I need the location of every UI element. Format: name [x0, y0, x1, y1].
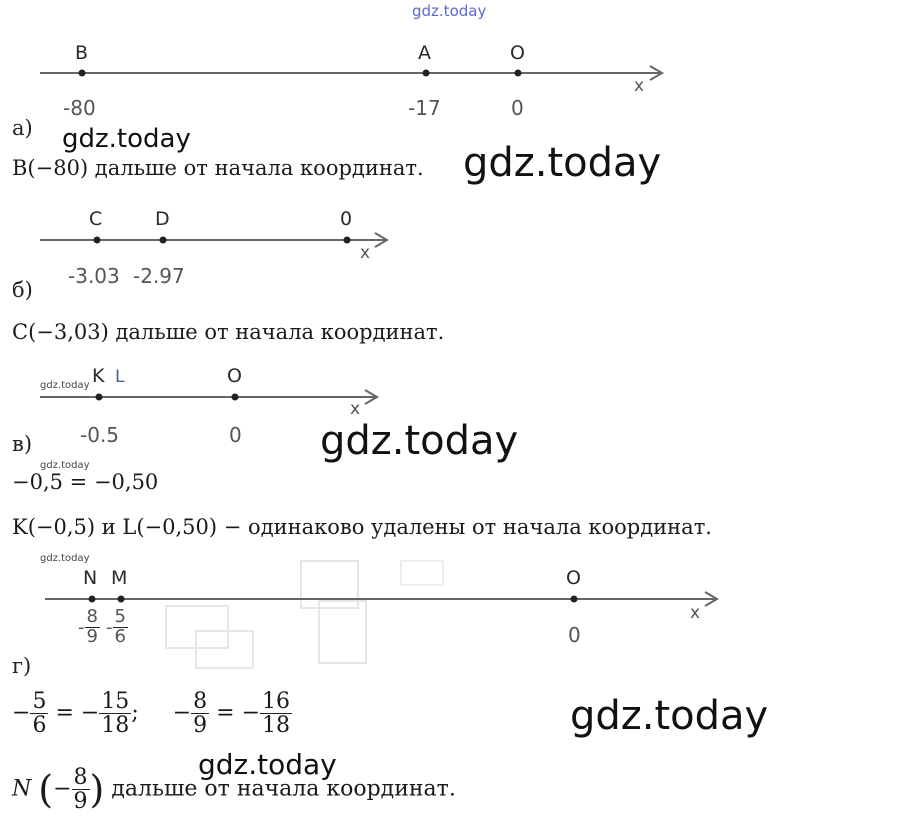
- axis-a: [40, 66, 662, 80]
- point-b: [79, 70, 86, 77]
- watermark: gdz.today: [40, 460, 90, 471]
- conclusion-v: K(−0,5) и L(−0,50) − одинаково удалены от начала координат.: [12, 515, 712, 539]
- point-label-c: C: [89, 208, 103, 230]
- fraction-numerator: 8: [73, 765, 88, 790]
- point-o: [232, 394, 239, 401]
- fraction-denominator: 18: [101, 713, 130, 739]
- point-d: [160, 237, 167, 244]
- conclusion-b: C(−3,03) дальше от начала координат.: [12, 320, 445, 344]
- point-label-d: D: [155, 208, 170, 230]
- fraction-denominator: 9: [86, 625, 98, 647]
- equation-v: −0,5 = −0,50: [12, 470, 159, 494]
- watermark: gdz.today: [40, 553, 90, 564]
- point-value-k: -0.5: [80, 423, 120, 447]
- point-value-m: - $\frac{5}{6}$: [106, 606, 126, 647]
- axis-label-x: x: [690, 603, 701, 623]
- point-a: [423, 70, 430, 77]
- fraction-denominator: 9: [73, 789, 88, 815]
- point-label-0: 0: [340, 208, 353, 230]
- conclusion-a: B(−80) дальше от начала координат.: [12, 156, 424, 180]
- watermark: gdz.today: [463, 140, 662, 186]
- point-label-o: O: [510, 42, 525, 64]
- point-value-o: 0: [229, 423, 242, 447]
- point-value-o: 0: [511, 96, 524, 120]
- point-c: [94, 237, 101, 244]
- point-value-o: 0: [568, 623, 581, 647]
- part-label-v: в): [12, 432, 33, 456]
- axis-g: [45, 592, 717, 606]
- point-label-m: M: [111, 567, 128, 589]
- point-k: [96, 394, 103, 401]
- fraction-numerator: 5: [32, 689, 47, 714]
- point-label-k: K: [92, 365, 105, 387]
- point-label-n: N: [83, 567, 98, 589]
- point-value-c: -3.03: [68, 264, 120, 288]
- point-value-d: -2.97: [133, 264, 185, 288]
- axis-label-x: x: [350, 399, 361, 419]
- conclusion-g: N (− $\frac{8}{9}$ ) дальше от начала координат.: [12, 765, 456, 815]
- point-m: [118, 596, 125, 603]
- watermark: gdz.today: [570, 693, 769, 739]
- point-name: N: [12, 776, 32, 802]
- point-o: [515, 70, 522, 77]
- axis-label-x: x: [634, 76, 645, 96]
- fraction-numerator: 8: [193, 689, 208, 714]
- watermark: gdz.today: [412, 2, 487, 20]
- fraction-denominator: 6: [114, 625, 126, 647]
- conclusion-text: дальше от начала координат.: [111, 776, 456, 802]
- point-o: [571, 596, 578, 603]
- fraction-numerator: 15: [101, 689, 130, 714]
- watermark: gdz.today: [198, 748, 337, 781]
- point-label-o: O: [566, 567, 581, 589]
- watermark: gdz.today: [320, 418, 519, 464]
- point-label-b: B: [75, 42, 89, 64]
- point-value-n: - $\frac{8}{9}$: [78, 606, 98, 647]
- fraction-denominator: 18: [262, 713, 291, 739]
- fraction-numerator: 8: [86, 606, 98, 627]
- fraction-numerator: 16: [262, 689, 291, 714]
- point-n: [89, 596, 96, 603]
- axis-b: [40, 233, 387, 247]
- fraction-denominator: 9: [193, 713, 208, 739]
- fraction-numerator: 5: [114, 606, 126, 627]
- part-label-b: б): [12, 278, 33, 302]
- point-label-a: A: [418, 42, 431, 64]
- equations-g: − $\frac{5}{6}$ = − $\frac{15}{18}$ ; − $\frac{8}{9}$ = − $\frac{16}{18}$: [12, 689, 291, 739]
- watermark: gdz.today: [62, 124, 191, 154]
- axis-label-x: x: [360, 243, 371, 263]
- point-value-b: -80: [63, 96, 96, 120]
- point-label-o: O: [227, 365, 242, 387]
- point-label-l: L: [115, 367, 125, 387]
- watermark: gdz.today: [40, 380, 90, 391]
- part-label-g: г): [12, 654, 32, 678]
- point-value-a: -17: [408, 96, 441, 120]
- fraction-denominator: 6: [32, 713, 47, 739]
- point-0: [344, 237, 351, 244]
- axis-v: [40, 390, 377, 404]
- part-label-a: а): [12, 116, 33, 140]
